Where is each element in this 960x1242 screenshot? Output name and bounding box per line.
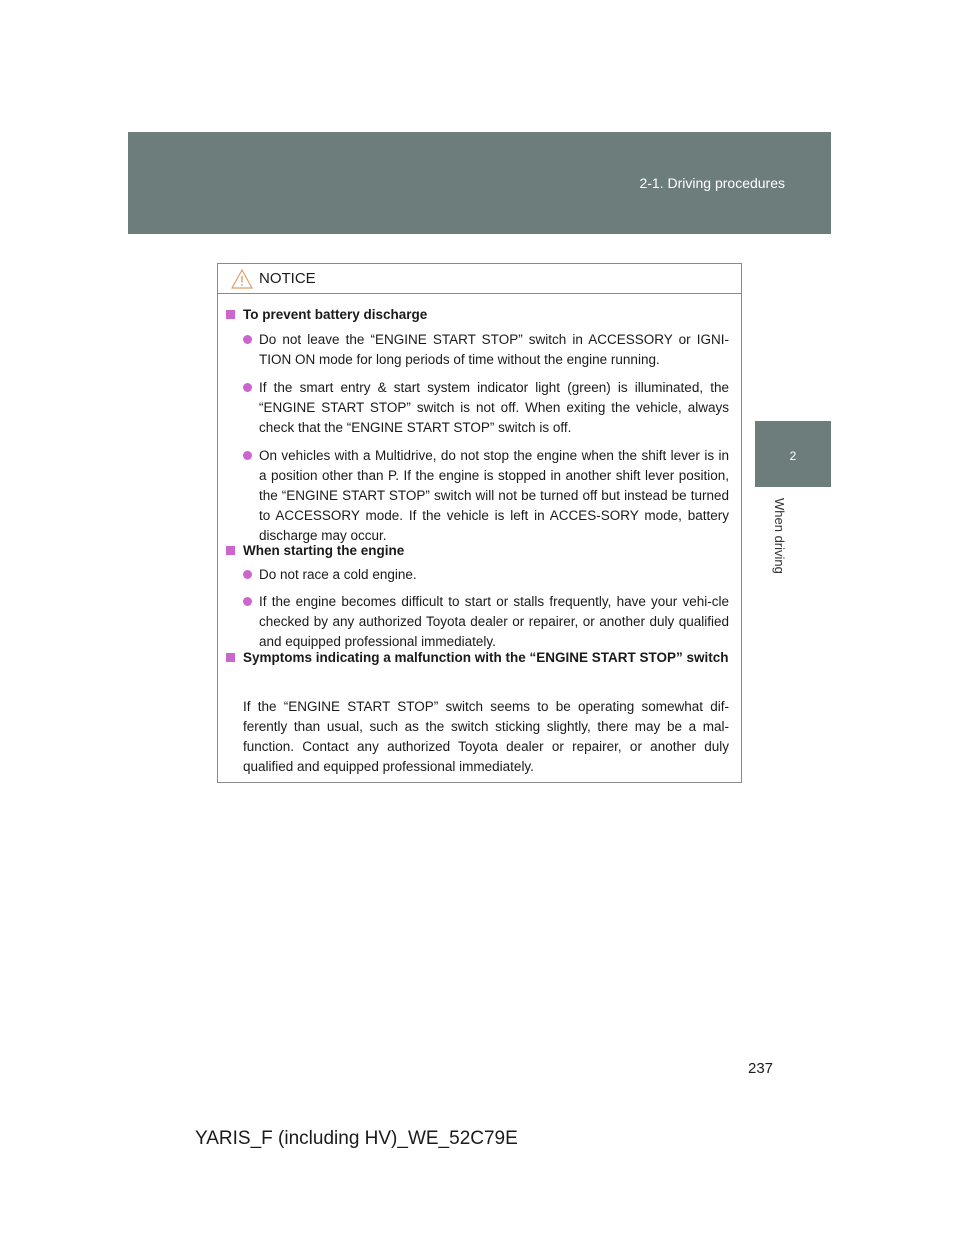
section-title: 2-1. Driving procedures: [639, 175, 785, 191]
notice-header: [218, 264, 741, 294]
round-bullet-icon: [243, 451, 252, 460]
list-item: [243, 446, 729, 546]
section-heading-battery: [226, 305, 729, 325]
list-item-text: If the engine becomes difficult to start or stalls frequently, have your vehi-cle checked by any authorized Toyota dealer or repairer, or another duly qualified and equipped professional immediately.: [259, 594, 729, 649]
round-bullet-icon: [243, 597, 252, 606]
notice-title: NOTICE: [259, 270, 316, 287]
list-item: [243, 592, 729, 652]
document-code: YARIS_F (including HV)_WE_52C79E: [195, 1128, 518, 1149]
warning-triangle-icon: [231, 269, 253, 289]
chapter-tab: [755, 421, 831, 487]
chapter-label: When driving: [772, 498, 787, 574]
square-bullet-icon: [226, 546, 235, 555]
list-item-text: Do not race a cold engine.: [259, 567, 417, 582]
list-item: [243, 565, 729, 585]
header-band: [128, 132, 831, 234]
list-item: [243, 330, 729, 370]
page-number: 237: [748, 1060, 774, 1077]
section-paragraph: If the “ENGINE START STOP” switch seems to be operating somewhat dif-ferently than usual, such as the switch sticking slightly, there may be a mal-function. Contact any authorized Toyota dealer or repairer, or another duly qualified and equipped professional immediately.: [243, 699, 729, 774]
list-item-text: Do not leave the “ENGINE START STOP” switch in ACCESSORY or IGNI-TION ON mode for long periods of time without the engine running.: [259, 332, 729, 367]
section-heading-symptoms: [226, 648, 729, 668]
round-bullet-icon: [243, 335, 252, 344]
square-bullet-icon: [226, 653, 235, 662]
square-bullet-icon: [226, 310, 235, 319]
section-heading-text: When starting the engine: [243, 543, 405, 558]
chapter-number: 2: [789, 449, 797, 463]
list-item-text: If the smart entry & start system indicator light (green) is illuminated, the “ENGINE START STOP” switch is not off. When exiting the vehicle, always check that the “ENGINE START STOP” switch is off.: [259, 380, 729, 435]
section-heading-text: To prevent battery discharge: [243, 307, 428, 322]
chapter-label-container: [757, 498, 817, 588]
round-bullet-icon: [243, 570, 252, 579]
section-heading-text: Symptoms indicating a malfunction with the “ENGINE START STOP” switch: [243, 650, 729, 665]
list-item-text: On vehicles with a Multidrive, do not stop the engine when the shift lever is in a position other than P. If the engine is stopped in another shift lever position, the “ENGINE START STOP” switch will not be turned off but instead be turned to ACCESSORY mode. If the vehicle is left in ACCES-SORY mode, battery discharge may occur.: [259, 448, 729, 543]
section-heading-starting: [226, 541, 729, 561]
list-item: [243, 378, 729, 438]
round-bullet-icon: [243, 383, 252, 392]
notice-box: [217, 263, 742, 783]
